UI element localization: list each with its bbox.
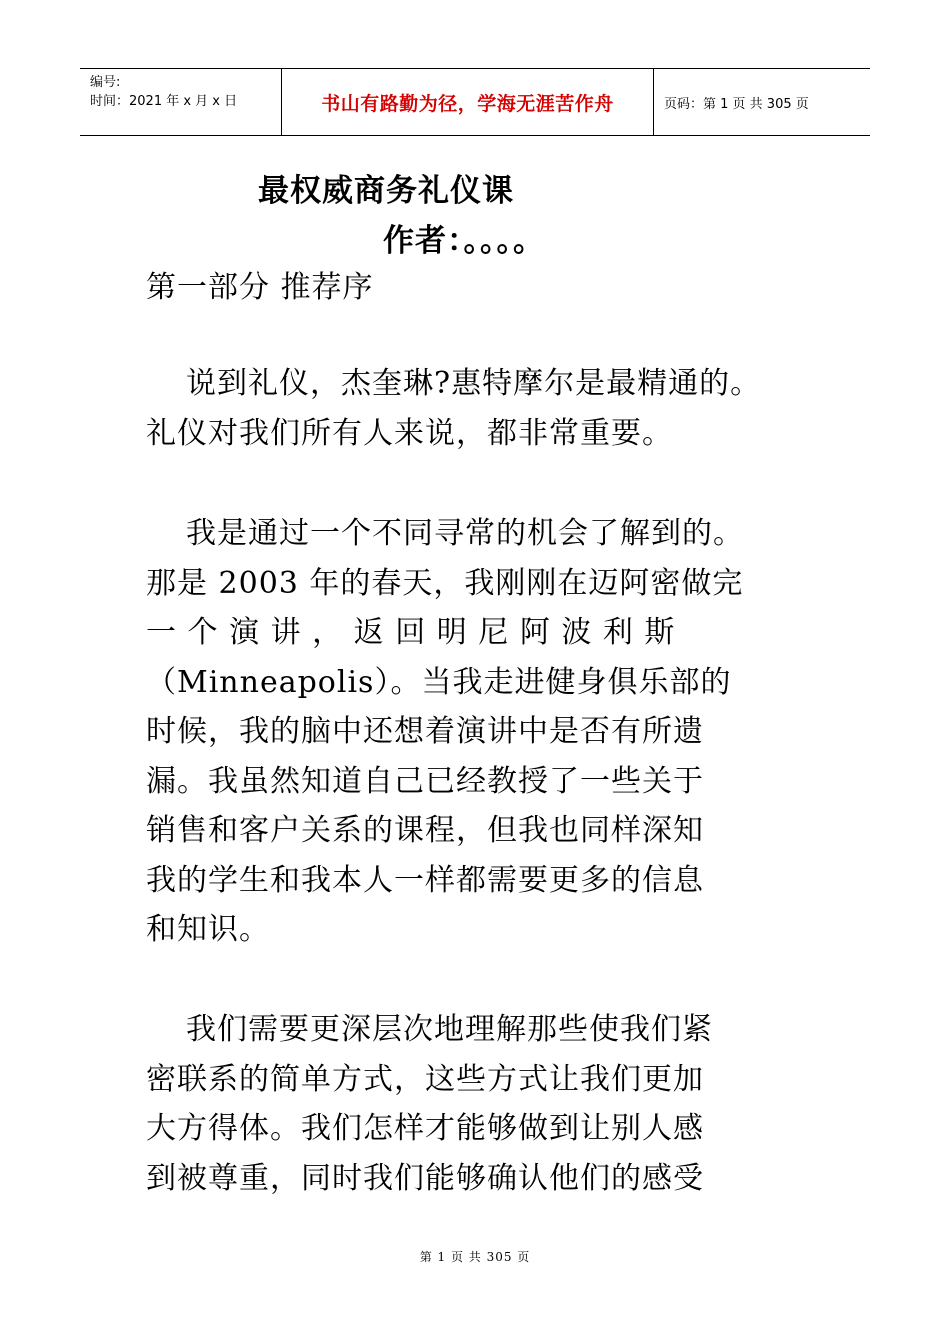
paragraph-1 — [146, 359, 806, 458]
paragraph-line: 我们需要更深层次地理解那些使我们紧 — [186, 1012, 713, 1047]
section-heading: 第一部分 推荐序 — [146, 270, 374, 305]
paragraph-line: 我是通过一个不同寻常的机会了解到的。 — [186, 516, 744, 551]
page-footer: 第 1 页 共 305 页 — [419, 1250, 531, 1264]
paragraph-line: （Minneapolis）。当我走进健身俱乐部的 — [146, 664, 732, 700]
header-motto: 书山有路勤为径，学海无涯苦作舟 — [282, 69, 654, 135]
paragraph-line: 到被尊重，同时我们能够确认他们的感受 — [146, 1160, 704, 1196]
paragraph-line: 销售和客户关系的课程，但我也同样深知 — [146, 813, 704, 848]
paragraph-line: 大方得体。我们怎样才能够做到让别人感 — [146, 1111, 704, 1146]
paragraph-line: 时候，我的脑中还想着演讲中是否有所遗 — [146, 714, 704, 749]
paragraph-line: 漏。我虽然知道自己已经教授了一些关于 — [146, 763, 704, 799]
header-page-info: 页码：第 1 页 共 305 页 — [664, 96, 809, 112]
document-number-label: 编号: — [90, 75, 121, 90]
paragraph-line: 礼仪对我们所有人来说，都非常重要。 — [146, 415, 673, 451]
paragraph-line: 说到礼仪，杰奎琳?惠特摩尔是最精通的。 — [186, 366, 762, 401]
document-time-label: 时间：2021 年 x 月 x 日 — [90, 94, 238, 109]
paragraph-line: 我的学生和我本人一样都需要更多的信息 — [146, 862, 704, 898]
paragraph-2 — [146, 509, 806, 955]
header-meta — [80, 69, 282, 135]
paragraph-line: 密联系的简单方式，这些方式让我们更加 — [146, 1061, 704, 1097]
paragraph-line: 一 个 演 讲 ， 返 回 明 尼 阿 波 利 斯 — [146, 615, 676, 650]
document-title: 最权威商务礼仪课 — [258, 173, 514, 209]
page-header — [80, 68, 870, 136]
paragraph-line: 那是 2003 年的春天，我刚刚在迈阿密做完 — [146, 565, 744, 601]
document-author: 作者：。。。。 — [383, 223, 545, 259]
paragraph-3 — [146, 1005, 806, 1203]
paragraph-line: 和知识。 — [146, 912, 270, 947]
